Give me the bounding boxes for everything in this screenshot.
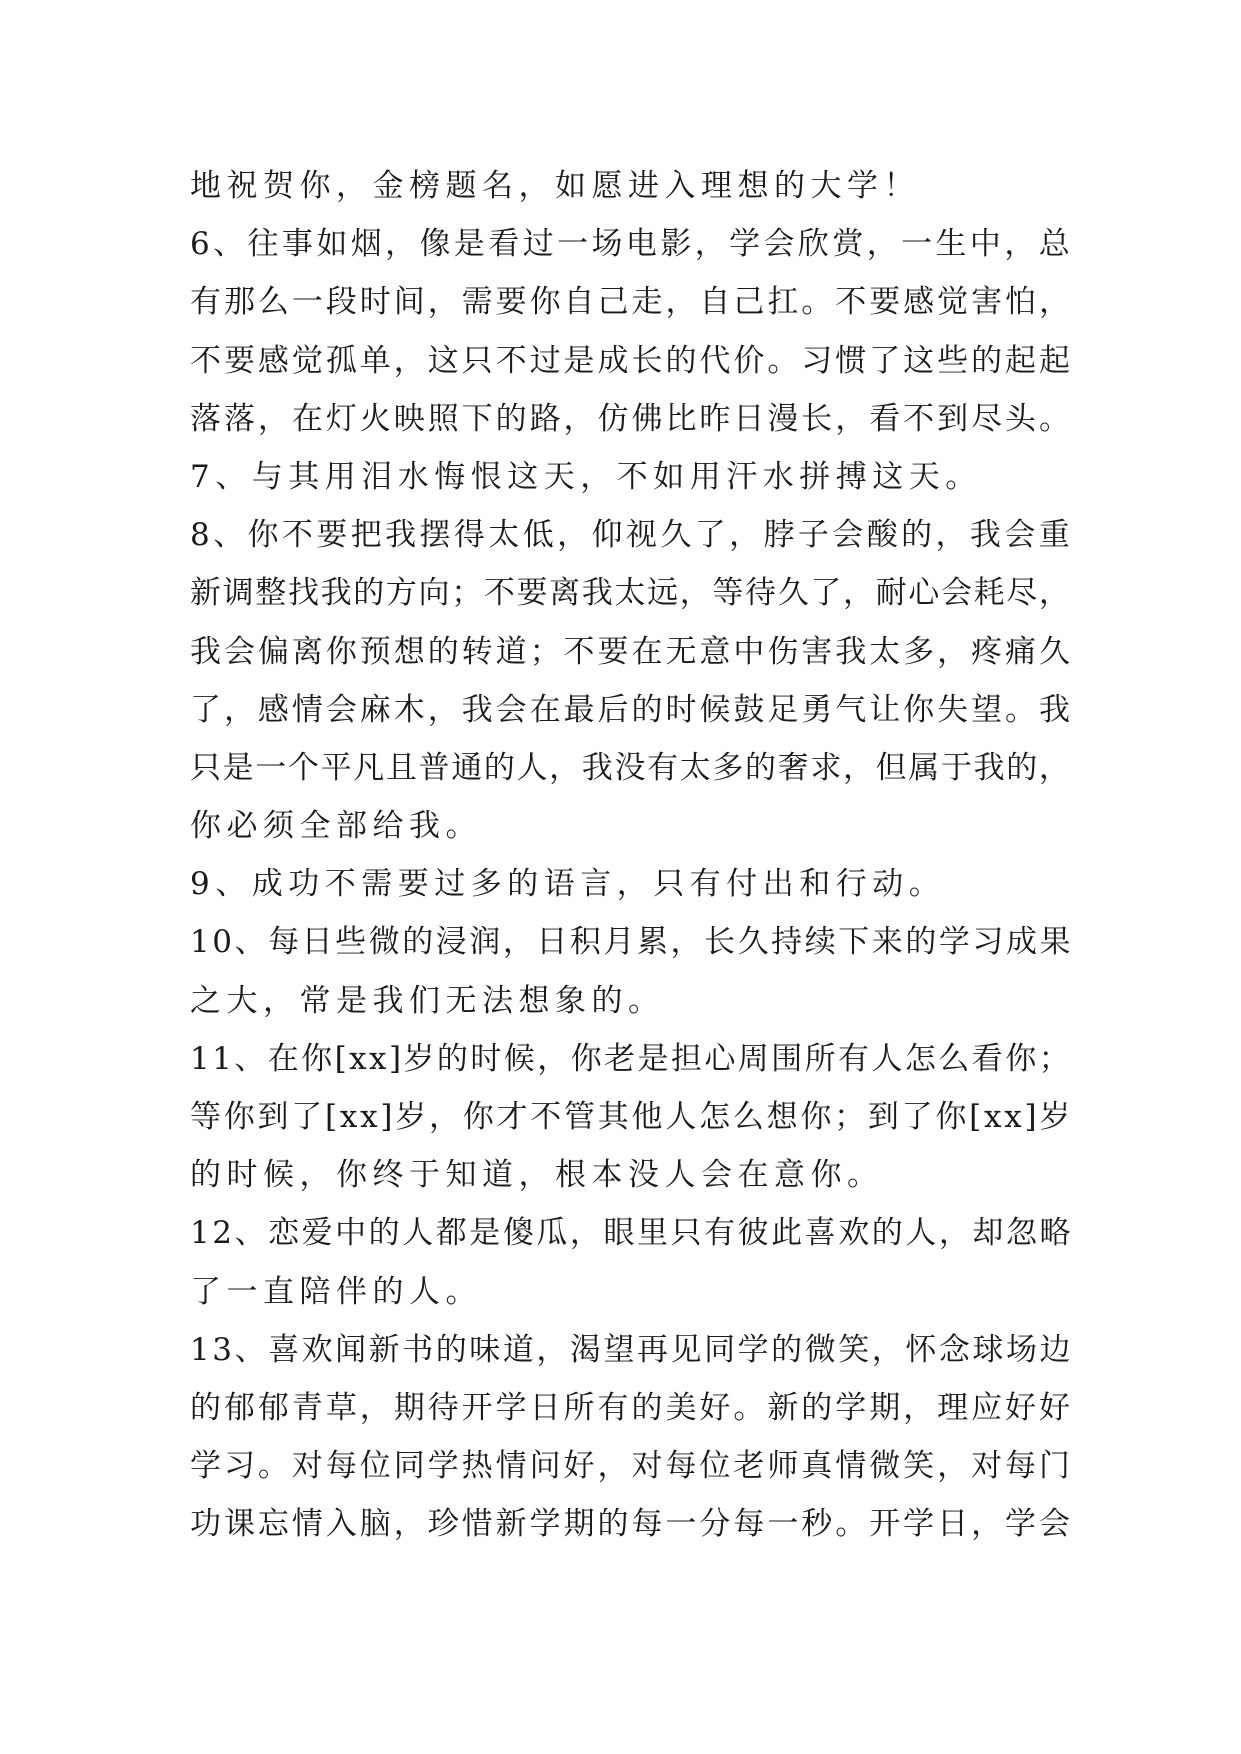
text-line: 11、在你[xx]岁的时候，你老是担心周围所有人怎么看你； xyxy=(190,1040,1073,1077)
text-line: 6、往事如烟，像是看过一场电影，学会欣赏，一生中，总 xyxy=(190,226,1074,263)
text-line: 了，感情会麻木，我会在最后的时候鼓足勇气让你失望。我 xyxy=(190,691,1073,728)
text-line: 新调整找我的方向；不要离我太远，等待久了，耐心会耗尽， xyxy=(190,575,1072,612)
text-line: 的郁郁青草，期待开学日所有的美好。新的学期，理应好好 xyxy=(190,1389,1073,1426)
text-line: 的时候，你终于知道，根本没人会在意你。 xyxy=(190,1157,884,1194)
text-line: 10、每日些微的浸润，日积月累，长久持续下来的学习成果 xyxy=(190,924,1074,961)
text-line: 学习。对每位同学热情问好，对每位老师真情微笑，对每门 xyxy=(190,1448,1073,1485)
text-line: 我会偏离你预想的转道；不要在无意中伤害我太多，疼痛久 xyxy=(190,633,1073,670)
text-line: 了一直陪伴的人。 xyxy=(190,1273,482,1310)
text-line: 落落，在灯火映照下的路，仿佛比昨日漫长，看不到尽头。 xyxy=(190,400,1073,437)
text-line: 你必须全部给我。 xyxy=(190,808,482,845)
text-line: 13、喜欢闻新书的味道，渴望再见同学的微笑，怀念球场边 xyxy=(190,1331,1074,1368)
text-line: 只是一个平凡且普通的人，我没有太多的奢求，但属于我的， xyxy=(190,749,1072,786)
text-line: 8、你不要把我摆得太低，仰视久了，脖子会酸的，我会重 xyxy=(190,517,1074,554)
text-line: 功课忘情入脑，珍惜新学期的每一分每一秒。开学日，学会 xyxy=(190,1506,1073,1543)
text-line: 12、恋爱中的人都是傻瓜，眼里只有彼此喜欢的人，却忽略 xyxy=(190,1215,1074,1252)
text-line: 9、成功不需要过多的语言，只有付出和行动。 xyxy=(190,866,946,903)
text-line: 等你到了[xx]岁，你才不管其他人怎么想你；到了你[xx]岁 xyxy=(190,1099,1074,1135)
text-line: 7、与其用泪水悔恨这天，不如用汗水拼搏这天。 xyxy=(190,458,982,495)
text-line: 有那么一段时间，需要你自己走，自己扛。不要感觉害怕， xyxy=(190,284,1073,321)
text-line: 地祝贺你，金榜题名，如愿进入理想的大学！ xyxy=(190,168,920,204)
text-line: 不要感觉孤单，这只不过是成长的代价。习惯了这些的起起 xyxy=(190,342,1073,379)
text-line: 之大，常是我们无法想象的。 xyxy=(190,982,665,1019)
document-body xyxy=(190,157,1074,1554)
